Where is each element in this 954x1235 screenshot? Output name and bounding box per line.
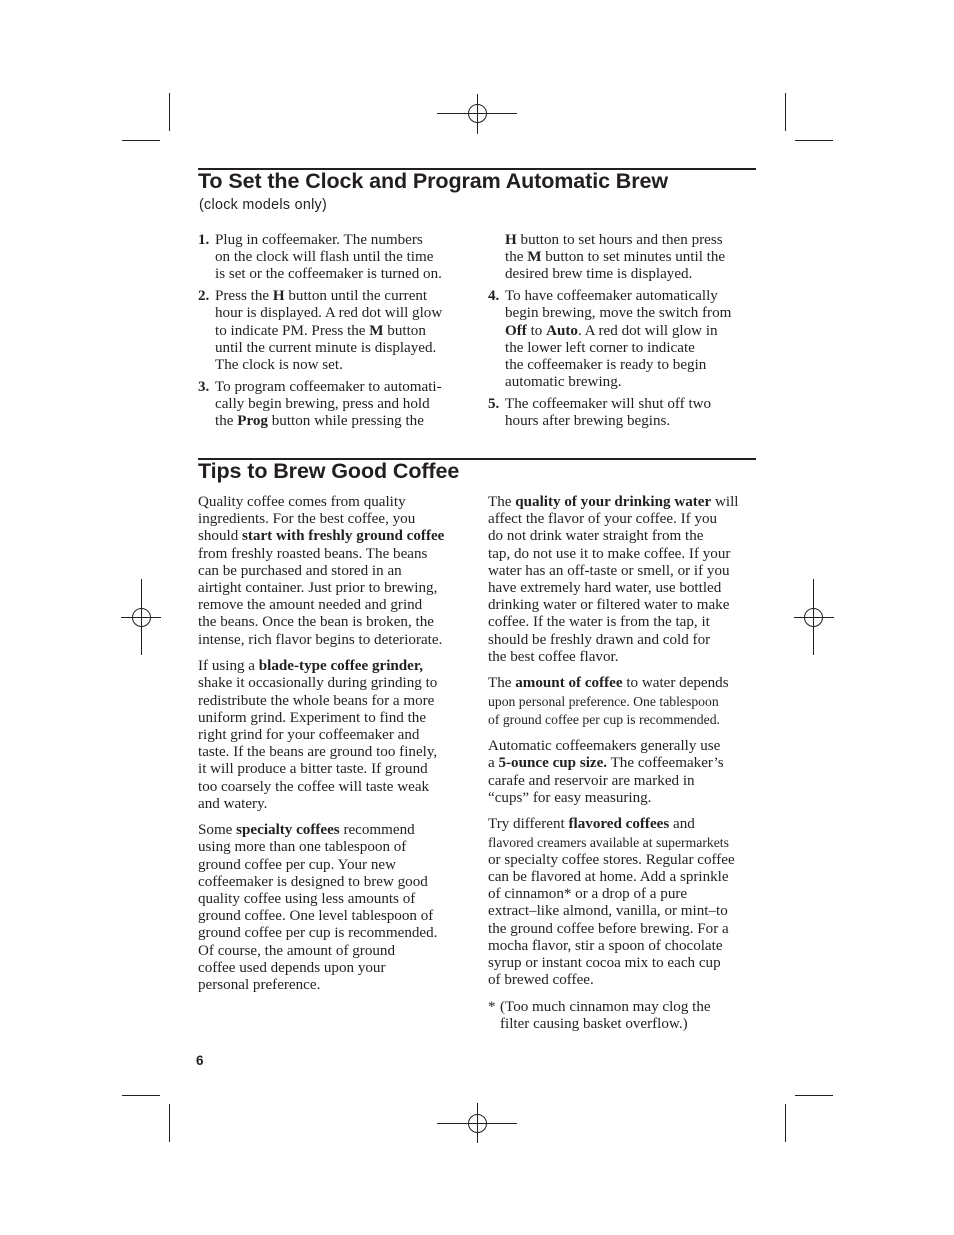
text-run: to water depends [622, 675, 729, 692]
text-run: and [669, 816, 695, 833]
text-run: Press the [215, 288, 273, 305]
section-heading-tips: Tips to Brew Good Coffee [198, 459, 460, 483]
text-line [198, 511, 480, 528]
clock-step [198, 379, 480, 431]
text-run: from freshly roasted beans. The beans [198, 545, 428, 562]
text-line [505, 340, 760, 357]
text-line [198, 857, 480, 874]
text-line [488, 972, 760, 989]
bold-term: H [272, 288, 285, 305]
text-line [198, 761, 480, 778]
text-line [488, 755, 760, 772]
text-run: affect the flavor of your coffee. If you [488, 511, 718, 528]
text-run: Automatic coffeemakers generally use [488, 738, 721, 755]
text-run: redistribute the whole beans for a more [198, 692, 435, 709]
step-number: 4. [488, 288, 500, 305]
text-line [505, 249, 760, 266]
page-number: 6 [196, 1053, 204, 1068]
text-run: is set or the coffeemaker is turned on. [215, 266, 442, 283]
text-line [198, 943, 480, 960]
text-line [488, 816, 760, 833]
text-run: can be flavored at home. Add a sprinkle [488, 868, 729, 885]
text-run: The clock is now set. [215, 356, 343, 373]
text-line [488, 614, 760, 631]
text-line [505, 266, 760, 283]
text-run: ground coffee per cup. Your new [198, 856, 396, 873]
text-run: right grind for your coffeemaker and [198, 726, 420, 743]
text-line [505, 413, 760, 430]
text-line [215, 266, 480, 283]
text-line [198, 710, 480, 727]
text-line [215, 379, 480, 396]
text-run: the best coffee flavor. [488, 648, 619, 665]
text-line [488, 632, 760, 649]
text-line [488, 528, 760, 545]
text-run: coffee. If the water is from the tap, it [488, 614, 710, 631]
bold-term: specialty coffees [236, 822, 340, 839]
crop-mark [122, 1095, 160, 1096]
text-run: should be freshly drawn and cold for [488, 631, 711, 648]
text-line [198, 693, 480, 710]
text-line [198, 675, 480, 692]
text-line [198, 908, 480, 925]
text-line [198, 658, 480, 675]
crop-mark [169, 1104, 170, 1142]
text-line [198, 632, 480, 649]
text-run: intense, rich flavor begins to deteriorate. [198, 631, 443, 648]
text-run: syrup or instant cocoa mix to each cup [488, 954, 721, 971]
text-run: upon personal preference. One tablespoon [488, 693, 719, 709]
text-line [198, 580, 480, 597]
text-run: the ground coffee before brewing. For a [488, 920, 729, 937]
text-run: of cinnamon* or a drop of a pure [488, 886, 688, 903]
text-line [198, 744, 480, 761]
text-line [488, 955, 760, 972]
text-run: recommend [339, 822, 415, 839]
text-run: drinking water or filtered water to make [488, 597, 730, 614]
text-run: until the current minute is displayed. [215, 339, 437, 356]
text-run: button while pressing the [267, 413, 424, 430]
crop-mark [795, 1095, 833, 1096]
text-line [488, 738, 760, 755]
registration-mark-right [794, 579, 834, 655]
text-line [488, 563, 760, 580]
text-run: or specialty coffee stores. Regular coffee [488, 851, 735, 868]
tip-paragraph [198, 658, 480, 813]
footnote-line: (Too much cinnamon may clog the [500, 998, 711, 1015]
text-line [198, 614, 480, 631]
text-line [488, 773, 760, 790]
text-line [198, 960, 480, 977]
text-run: Plug in coffeemaker. The numbers [215, 232, 423, 248]
text-run: on the clock will flash until the time [215, 249, 434, 266]
text-line [198, 977, 480, 994]
text-run: water has an off-taste or smell, or if you [488, 562, 730, 579]
text-run: automatic brewing. [505, 374, 622, 391]
registration-mark-bottom [437, 1103, 517, 1143]
text-line [198, 597, 480, 614]
bold-term: M [527, 249, 542, 266]
bold-term: Prog [237, 413, 268, 430]
text-run: the [505, 249, 528, 266]
text-run: Of course, the amount of ground [198, 942, 396, 959]
bold-term: H [505, 232, 517, 248]
tip-paragraph [488, 816, 760, 989]
clock-steps-list [488, 232, 760, 430]
text-run: the lower left corner to indicate [505, 339, 695, 356]
text-line [488, 921, 760, 938]
text-line [215, 340, 480, 357]
text-run: Try different [488, 816, 569, 833]
text-line [215, 413, 480, 430]
footnote-marker: * [488, 998, 496, 1015]
text-run: to [526, 322, 547, 339]
text-run: button [383, 322, 426, 339]
text-line [198, 528, 480, 545]
text-line [488, 903, 760, 920]
text-line [488, 511, 760, 528]
text-line [215, 288, 480, 305]
tip-paragraph [488, 494, 760, 666]
text-run: To have coffeemaker automatically [505, 288, 718, 305]
text-line [215, 396, 480, 413]
bold-term: start with freshly ground coffee [242, 528, 445, 545]
tip-paragraph [488, 738, 760, 807]
text-line [488, 580, 760, 597]
text-run: uniform grind. Experiment to find the [198, 709, 427, 726]
text-run: hours after brewing begins. [505, 413, 671, 430]
text-line [488, 790, 760, 807]
clock-step [198, 288, 480, 374]
tip-paragraph [488, 675, 760, 729]
text-run: of brewed coffee. [488, 972, 594, 989]
text-line [505, 288, 760, 305]
registration-mark-top [437, 94, 517, 134]
text-run: begin brewing, move the switch from [505, 305, 732, 322]
text-line [198, 874, 480, 891]
text-line [488, 834, 760, 852]
text-run: button to set minutes until the [541, 249, 726, 266]
clock-steps-left-column [198, 232, 480, 435]
text-run: shake it occasionally during grinding to [198, 675, 438, 692]
text-line [215, 232, 480, 249]
text-run: extract–like almond, vanilla, or mint–to [488, 903, 728, 920]
step-number: 2. [198, 288, 210, 305]
text-line [505, 323, 760, 340]
text-run: flavored creamers available at supermarkets [488, 834, 729, 850]
text-line [198, 563, 480, 580]
crop-mark [169, 93, 170, 131]
footnote-line: filter causing basket overflow.) [500, 1015, 688, 1032]
bold-term: M [369, 322, 384, 339]
text-line [488, 869, 760, 886]
clock-step [488, 288, 760, 391]
text-run: ground coffee per cup is recommended. [198, 925, 438, 942]
text-run: the coffeemaker is ready to begin [505, 356, 707, 373]
text-line [488, 649, 760, 666]
footnote [488, 999, 760, 1033]
crop-mark [122, 140, 160, 141]
text-run: coffeemaker is designed to brew good [198, 873, 428, 890]
crop-mark [785, 93, 786, 131]
text-run: taste. If the beans are ground too finely, [198, 744, 438, 761]
text-line [215, 323, 480, 340]
text-line [505, 305, 760, 322]
bold-term: blade-type coffee grinder, [258, 658, 423, 675]
registration-mark-left [121, 579, 161, 655]
text-run: using more than one tablespoon of [198, 839, 407, 856]
text-run: the beans. Once the bean is broken, the [198, 614, 434, 631]
text-run: Quality coffee comes from quality [198, 494, 406, 510]
tips-right-column [488, 494, 760, 1033]
text-run: coffee used depends upon your [198, 959, 386, 976]
text-line [198, 546, 480, 563]
text-line [215, 305, 480, 322]
section-heading-clock: To Set the Clock and Program Automatic Brew [198, 169, 668, 193]
tips-left-column [198, 494, 480, 1004]
text-line [488, 852, 760, 869]
text-run: “cups” for easy measuring. [488, 789, 652, 806]
text-run: Some [198, 822, 237, 839]
bold-term: Off [505, 322, 527, 339]
text-line [488, 886, 760, 903]
text-run: hour is displayed. A red dot will glow [215, 305, 443, 322]
text-run: To program coffeemaker to automati- [215, 378, 442, 395]
text-line [198, 796, 480, 813]
section-subheading: (clock models only) [199, 197, 328, 213]
clock-step [488, 232, 760, 284]
text-run: . A red dot will glow in [577, 322, 718, 339]
text-run: do not drink water straight from the [488, 528, 704, 545]
text-run: button to set hours and then press [516, 232, 723, 248]
text-run: of ground coffee per cup is recommended. [488, 711, 720, 727]
text-run: it will produce a bitter taste. If ground [198, 761, 428, 778]
text-line [488, 693, 760, 711]
clock-steps-right-column [488, 232, 760, 435]
tip-paragraph [198, 494, 480, 649]
text-run: should [198, 528, 243, 545]
text-run: too coarsely the coffee will taste weak [198, 778, 430, 795]
text-line [488, 597, 760, 614]
text-line [215, 357, 480, 374]
text-line [198, 839, 480, 856]
text-run: the [215, 413, 238, 430]
text-run: airtight container. Just prior to brewing, [198, 580, 438, 597]
text-run: quality coffee using less amounts of [198, 891, 416, 908]
tip-paragraph [198, 822, 480, 994]
text-line [198, 891, 480, 908]
text-run: personal preference. [198, 977, 321, 994]
text-line [215, 249, 480, 266]
text-run: button until the current [284, 288, 428, 305]
text-run: cally begin brewing, press and hold [215, 395, 430, 412]
text-line [505, 374, 760, 391]
bold-term: Auto [546, 322, 578, 339]
text-run: can be purchased and stored in an [198, 562, 402, 579]
text-run: The [488, 675, 516, 692]
text-run: tap, do not use it to make coffee. If your [488, 545, 731, 562]
step-number: 3. [198, 378, 210, 395]
text-line [198, 494, 480, 511]
text-line [488, 675, 760, 692]
step-number: 1. [198, 232, 210, 248]
text-run: to indicate PM. Press the [215, 322, 370, 339]
clock-step [488, 396, 760, 430]
text-run: The coffeemaker will shut off two [505, 395, 712, 412]
crop-mark [795, 140, 833, 141]
text-line [198, 779, 480, 796]
text-line [198, 822, 480, 839]
text-line [488, 494, 760, 511]
text-run: ground coffee. One level tablespoon of [198, 908, 434, 925]
clock-steps-list [198, 232, 480, 430]
text-run: desired brew time is displayed. [505, 266, 693, 283]
text-run: a [488, 755, 499, 772]
bold-term: flavored coffees [568, 816, 670, 833]
text-run: mocha flavor, stir a spoon of chocolate [488, 937, 723, 954]
text-line [505, 232, 760, 249]
text-run: If using a [198, 658, 259, 675]
text-line [488, 546, 760, 563]
text-line [505, 396, 760, 413]
text-run: remove the amount needed and grind [198, 597, 423, 614]
bold-term: 5-ounce cup size. [498, 755, 608, 772]
clock-step [198, 232, 480, 284]
text-line [198, 727, 480, 744]
text-run: ingredients. For the best coffee, you [198, 511, 416, 528]
crop-mark [785, 1104, 786, 1142]
text-line [488, 938, 760, 955]
text-line [198, 925, 480, 942]
text-run: have extremely hard water, use bottled [488, 580, 722, 597]
text-run: carafe and reservoir are marked in [488, 772, 695, 789]
step-number: 5. [488, 395, 500, 412]
text-run: The [488, 494, 516, 510]
text-run: The coffeemaker’s [607, 755, 724, 772]
text-line [488, 711, 760, 729]
text-run: and watery. [198, 795, 268, 812]
bold-term: quality of your drinking water [515, 494, 712, 510]
text-line [505, 357, 760, 374]
text-run: will [711, 494, 739, 510]
bold-term: amount of coffee [515, 675, 623, 692]
